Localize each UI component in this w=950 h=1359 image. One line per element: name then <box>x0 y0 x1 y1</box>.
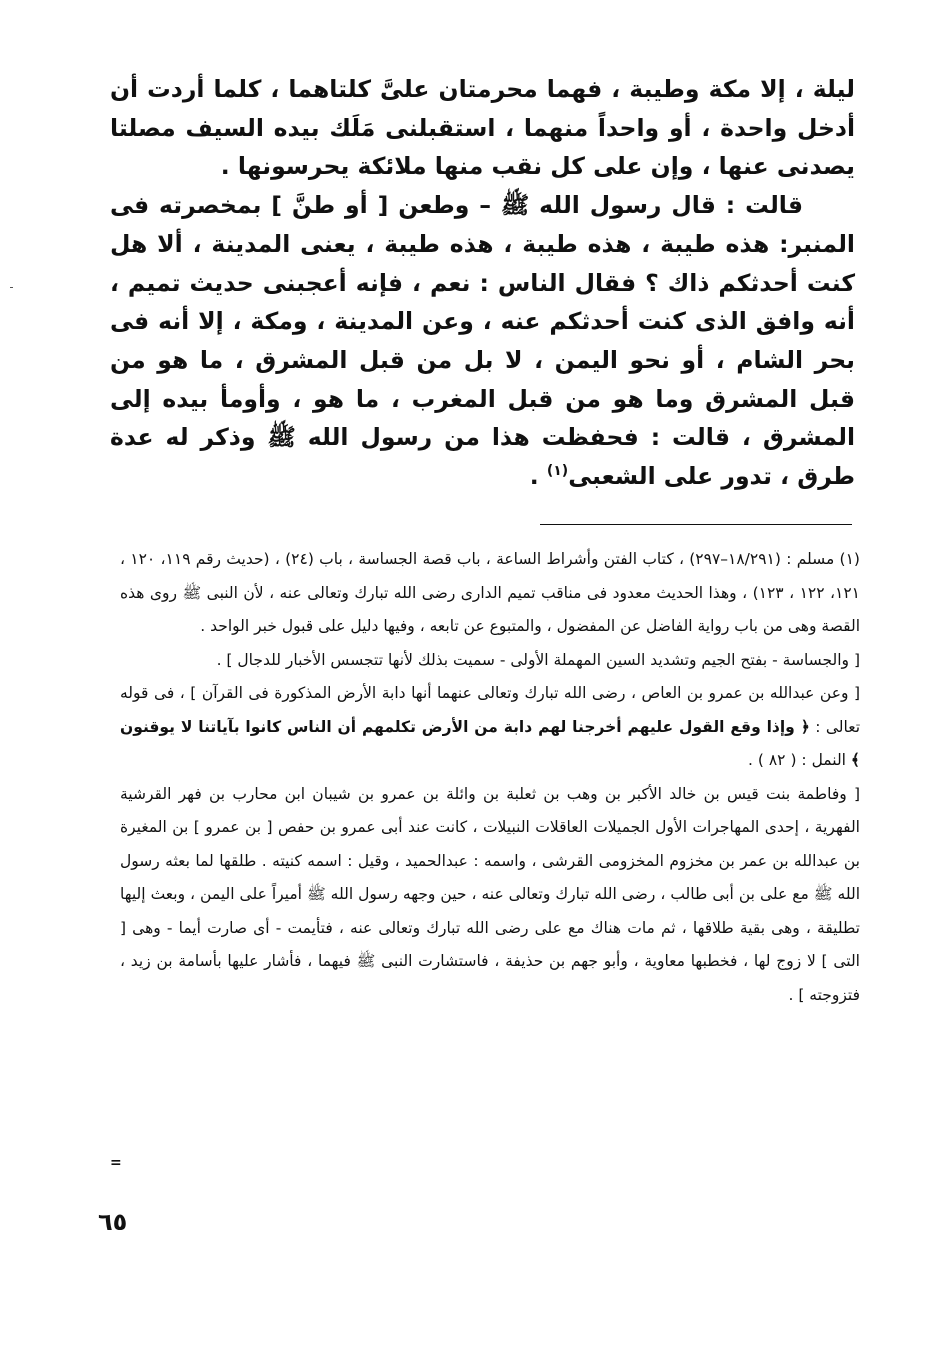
main-paragraph-1: ليلة ، إلا مكة وطيبة ، فهما محرمتان علىَّ كلتاهما ، كلما أردت أن أدخل واحدة ، أو واحداً منهما ، استقبلنى مَلَك بيده السيف مصلتا يصدنى عنها ، وإن على كل نقب منها ملائكة يحرسونها . <box>110 75 855 181</box>
footnote-1: (١) مسلم : (١٨/٢٩١–٢٩٧) ، كتاب الفتن وأشراط الساعة ، باب قصة الجساسة ، باب (٢٤) ، (حديث رقم ١١٩، ١٢٠ ، ١٢١، ١٢٢ ، ١٢٣) ، وهذا الحديث معدود فى مناقب تميم الدارى رضى الله تبارك وتعالى عنه ، لأن النبى ﷺ روى هذه القصة وهى من باب رواية الفاضل عن المفضول ، والمتبوع عن تابعه ، وفيها دليل على قبول خبر الواحد . <box>120 550 860 635</box>
main-paragraph-2-text: قالت : قال رسول الله ﷺ – وطعن [ أو طنَّ ] بمخصرته فى المنبر: هذه طيبة ، هذه طيبة ، هذه طيبة ، يعنى المدينة ، ألا هل كنت أحدثكم ذاك ؟ فقال الناس : نعم ، فإنه أعجبنى حديث تميم ، أنه وافق الذى كنت أحدثكم عنه ، وعن المدينة ، ومكة ، إلا أنه فى بحر الشام ، أو نحو اليمن ، لا بل من قبل المشرق ، ما هو من قبل المشرق وما هو من قبل المغرب ، ما هو ، وأومأ بيده إلى المشرق ، قالت : فحفظت هذا من رسول الله ﷺ وذكر له عدة طرق ، تدور على الشعبى <box>110 191 855 491</box>
footnote-jassasa: [ والجساسة - بفتح الجيم وتشديد السين المهملة الأولى - سميت بذلك لأنها تتجسس الأخبار للدجال ] . <box>216 650 860 669</box>
main-paragraph-2 <box>110 186 855 496</box>
footnote-dabbat-al-ard <box>120 677 860 778</box>
scan-speck <box>10 287 13 288</box>
continuation-mark: = <box>110 1155 122 1171</box>
footnote-dabbat-text: [ وعن عبدالله بن عمرو بن العاص ، رضى الله تبارك وتعالى عنهما أنها دابة الأرض المذكورة فى القرآن ] ، فى قوله تعالى : <box>120 684 861 736</box>
footnote-fatima-bint-qays: [ وفاطمة بنت قيس بن خالد الأكبر بن وهب بن ثعلبة بن وائلة بن عمرو بن شيبان ابن محارب بن فهر القرشية الفهرية ، إحدى المهاجرات الأول الجميلات العاقلات النبيلات ، كانت عند أبى عمرو بن حفص [ بن عمرو ] بن المغيرة بن عبدالله بن عمر بن مخزوم المخزومى القرشى ، واسمه : عبدالحميد ، وقيل : اسمه كنيته . طلقها لما بعثه رسول الله ﷺ مع على بن أبى طالب ، رضى الله تبارك وتعالى عنه ، حين وجهه رسول الله ﷺ أميراً على اليمن ، وبعث إليها تطليقة ، وهى بقية طلاقها ، ثم مات هناك مع على رضى الله تبارك وتعالى عنه ، فتأيمت - أى صارت أيما - وهى [ التى ] لا زوج لها ، فخطبها معاوية ، وأبو جهم بن حذيفة ، فاستشارت النبى ﷺ فيهما ، فأشار عليها بأسامة بن زيد ، فتزوجته ] . <box>120 784 860 1004</box>
footnote-reference-1[interactable]: (١) <box>546 463 569 480</box>
main-paragraph-2-end: . <box>529 462 547 491</box>
footnote-separator <box>540 524 852 525</box>
footnotes-section <box>120 543 860 1012</box>
quran-reference: النمل : ( ٨٢ ) . <box>748 751 851 769</box>
page-number: ٦٥ <box>98 1208 128 1236</box>
quran-verse: ﴿ وإذا وقع القول عليهم أخرجنا لهم دابة من الأرض تكلمهم أن الناس كانوا بآياتنا لا يوقنون ﴾ <box>120 717 860 769</box>
main-text-body <box>110 70 855 496</box>
